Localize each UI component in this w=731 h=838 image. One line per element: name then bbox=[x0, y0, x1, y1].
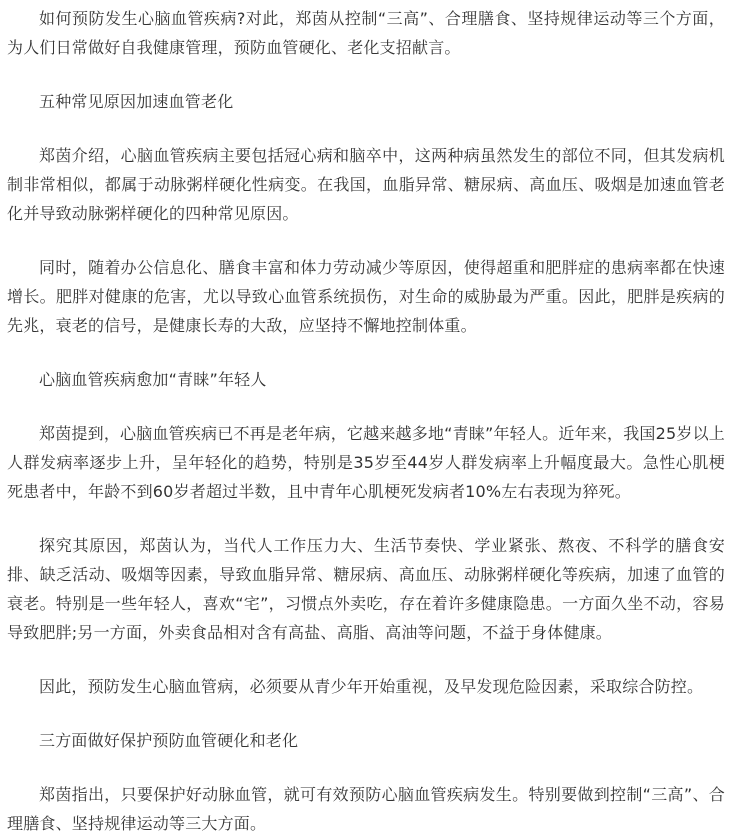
article-paragraph: 因此，预防发生心脑血管病，必须要从青少年开始重视，及早发现危险因素，采取综合防控。 bbox=[39, 677, 704, 696]
article-paragraph-intro: 如何预防发生心脑血管疾病?对此，郑茵从控制“三高”、合理膳食、坚持规律运动等三个方面，为人们日常做好自我健康管理，预防血管硬化、老化支招献言。 bbox=[7, 9, 725, 57]
article-paragraph: 郑茵介绍，心脑血管疾病主要包括冠心病和脑卒中，这两种病虽然发生的部位不同，但其发病机制非常相似，都属于动脉粥样硬化性病变。在我国，血脂异常、糖尿病、高血压、吸烟是加速血管老化并导致动脉粥样硬化的四种常见原因。 bbox=[7, 146, 725, 223]
article-paragraph: 郑茵指出，只要保护好动脉血管，就可有效预防心脑血管疾病发生。特别要做到控制“三高”、合理膳食、坚持规律运动等三大方面。 bbox=[7, 785, 725, 833]
article-paragraph: 同时，随着办公信息化、膳食丰富和体力劳动减少等原因，使得超重和肥胖症的患病率都在快速增长。肥胖对健康的危害，尤以导致心血管系统损伤，对生命的威胁最为严重。因此，肥胖是疾病的先兆，衰老的信号，是健康长寿的大敌，应坚持不懈地控制体重。 bbox=[7, 258, 725, 335]
section-heading-young-people: 心脑血管疾病愈加“青睐”年轻人 bbox=[39, 370, 267, 389]
article-paragraph: 探究其原因，郑茵认为，当代人工作压力大、生活节奏快、学业紧张、熬夜、不科学的膳食安排、缺乏活动、吸烟等因素，导致血脂异常、糖尿病、高血压、动脉粥样硬化等疾病，加速了血管的衰老。特别是一些年轻人，喜欢“宅”，习惯点外卖吃，存在着许多健康隐患。一方面久坐不动，容易导致肥胖;另一方面，外卖食品相对含有高盐、高脂、高油等问题，不益于身体健康。 bbox=[7, 536, 725, 642]
section-heading-causes: 五种常见原因加速血管老化 bbox=[39, 92, 234, 111]
article-paragraph: 郑茵提到，心脑血管疾病已不再是老年病，它越来越多地“青睐”年轻人。近年来，我国25岁以上人群发病率逐步上升，呈年轻化的趋势，特别是35岁至44岁人群发病率上升幅度最大。急性心肌梗死患者中，年龄不到60岁者超过半数，且中青年心肌梗死发病者10%左右表现为猝死。 bbox=[7, 424, 725, 501]
section-heading-protection: 三方面做好保护预防血管硬化和老化 bbox=[39, 731, 299, 750]
